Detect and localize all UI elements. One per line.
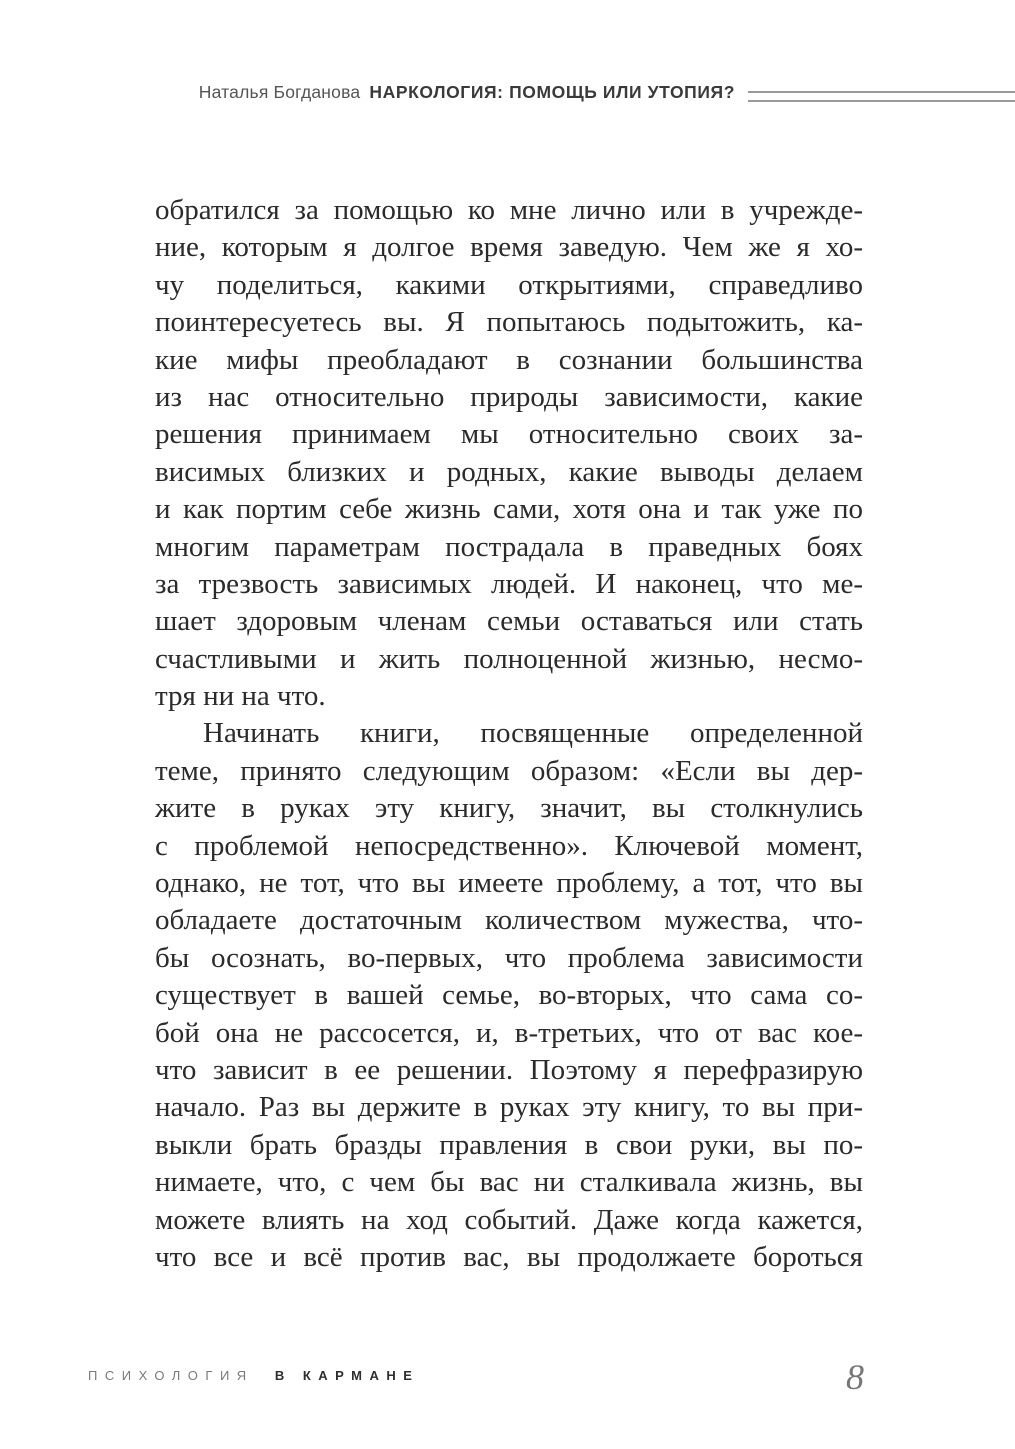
header-book-title: НАРКОЛОГИЯ: ПОМОЩЬ ИЛИ УТОПИЯ? bbox=[369, 82, 735, 102]
text-line: что все и всё против вас, вы продолжаете бороться bbox=[155, 1240, 863, 1273]
series-name-suffix: В КАРМАНЕ bbox=[274, 1368, 420, 1383]
text-line: обладаете достаточным количеством мужества, что- bbox=[155, 904, 863, 937]
text-line: бой она не рассосется, и, в-третьих, что от вас кое- bbox=[155, 1016, 863, 1049]
text-line: поинтересуетесь вы. Я попытаюсь подытожить, ка- bbox=[155, 306, 863, 339]
text-line: жите в руках эту книгу, значит, вы столкнулись bbox=[155, 792, 863, 825]
text-line: за трезвость зависимых людей. И наконец, что ме- bbox=[155, 567, 863, 600]
text-line: нимаете, что, с чем бы вас ни сталкивала жизнь, вы bbox=[155, 1166, 863, 1199]
text-line: с проблемой непосредственно». Ключевой момент, bbox=[155, 829, 863, 862]
text-line: кие мифы преобладают в сознании большинства bbox=[155, 343, 863, 376]
text-line: решения принимаем мы относительно своих за- bbox=[155, 418, 863, 451]
text-line: что зависит в ее решении. Поэтому я перефразирую bbox=[155, 1053, 863, 1086]
text-line: обратился за помощью ко мне лично или в учрежде- bbox=[155, 194, 863, 226]
header-text bbox=[199, 82, 735, 103]
paragraph-first-line: Начинать книги, посвященные определенной bbox=[203, 717, 863, 750]
text-line: выкли брать бразды правления в свои руки, вы по- bbox=[155, 1128, 863, 1161]
body-text bbox=[155, 192, 863, 1276]
text-line: существует в вашей семье, во-вторых, что сама со- bbox=[155, 979, 863, 1012]
series-name bbox=[88, 1368, 419, 1383]
text-line: шает здоровым членам семьи оставаться или стать bbox=[155, 605, 863, 638]
text-line: однако, не тот, что вы имеете проблему, а тот, что вы bbox=[155, 867, 863, 900]
text-line: из нас относительно природы зависимости, какие bbox=[155, 380, 863, 413]
text-line: ние, которым я долгое время заведую. Чем же я хо- bbox=[155, 231, 863, 264]
text-line: теме, принято следующим образом: «Если вы дер- bbox=[155, 754, 863, 787]
text-line: чу поделиться, какими открытиями, справедливо bbox=[155, 268, 863, 301]
running-header bbox=[0, 82, 1015, 112]
text-line: начало. Раз вы держите в руках эту книгу, то вы при- bbox=[155, 1091, 863, 1124]
text-line: бы осознать, во-первых, что проблема зависимости bbox=[155, 941, 863, 974]
header-author: Наталья Богданова bbox=[198, 82, 361, 102]
series-name-prefix: ПСИХОЛОГИЯ bbox=[88, 1368, 254, 1383]
header-double-rule bbox=[748, 91, 1015, 102]
text-line: тря ни на что. bbox=[155, 680, 326, 713]
text-line: и как портим себе жизнь сами, хотя она и так уже по bbox=[155, 493, 863, 526]
page-number: 8 bbox=[846, 1357, 864, 1397]
text-line: можете влиять на ход событий. Даже когда кажется, bbox=[155, 1203, 863, 1236]
text-line: висимых близких и родных, какие выводы делаем bbox=[155, 455, 863, 488]
running-footer bbox=[88, 1356, 868, 1406]
text-line: многим параметрам пострадала в праведных боях bbox=[155, 530, 863, 563]
text-line: счастливыми и жить полноценной жизнью, несмо- bbox=[155, 642, 863, 675]
